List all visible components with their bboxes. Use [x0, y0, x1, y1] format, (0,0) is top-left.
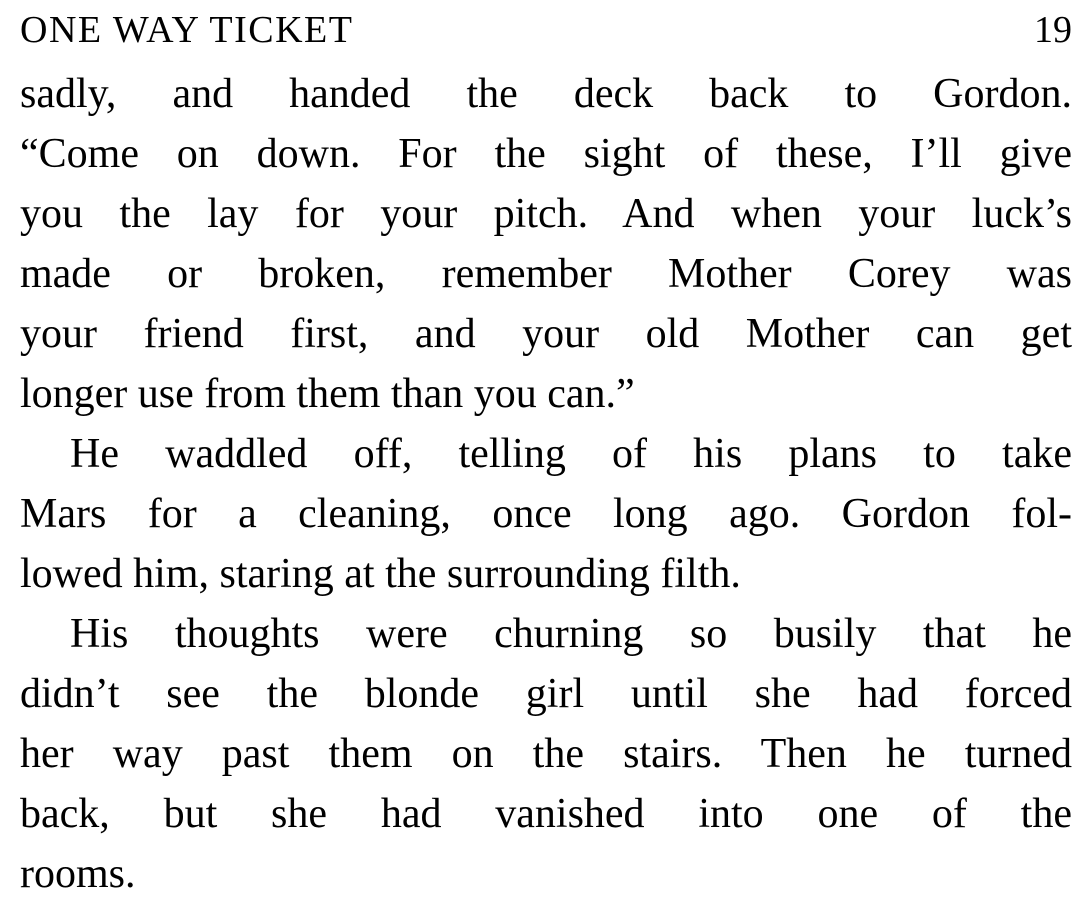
- text-line: longer use from them than you can.”: [20, 371, 635, 417]
- text-line: sadly, and handed the deck back to Gordon.: [20, 71, 1072, 117]
- text-line: your friend first, and your old Mother can get: [20, 311, 1072, 357]
- running-title: ONE WAY TICKET: [20, 9, 354, 51]
- text-line: you the lay for your pitch. And when your luck’s: [20, 191, 1072, 237]
- text-line: Mars for a cleaning, once long ago. Gordon fol-: [20, 491, 1072, 537]
- text-line: didn’t see the blonde girl until she had forced: [20, 671, 1072, 717]
- text-line: His thoughts were churning so busily that he: [70, 611, 1072, 657]
- text-line: her way past them on the stairs. Then he turned: [20, 731, 1072, 777]
- text-line: He waddled off, telling of his plans to take: [70, 431, 1072, 477]
- text-line: back, but she had vanished into one of the: [20, 791, 1072, 837]
- text-line: rooms.: [20, 851, 136, 897]
- book-page: [20, 8, 1072, 904]
- page-number: 19: [1034, 9, 1072, 51]
- body-text: [20, 64, 1072, 904]
- text-line: lowed him, staring at the surrounding filth.: [20, 551, 741, 597]
- text-line: “Come on down. For the sight of these, I’ll give: [20, 131, 1072, 177]
- running-head: [20, 8, 1072, 64]
- text-line: made or broken, remember Mother Corey was: [20, 251, 1072, 297]
